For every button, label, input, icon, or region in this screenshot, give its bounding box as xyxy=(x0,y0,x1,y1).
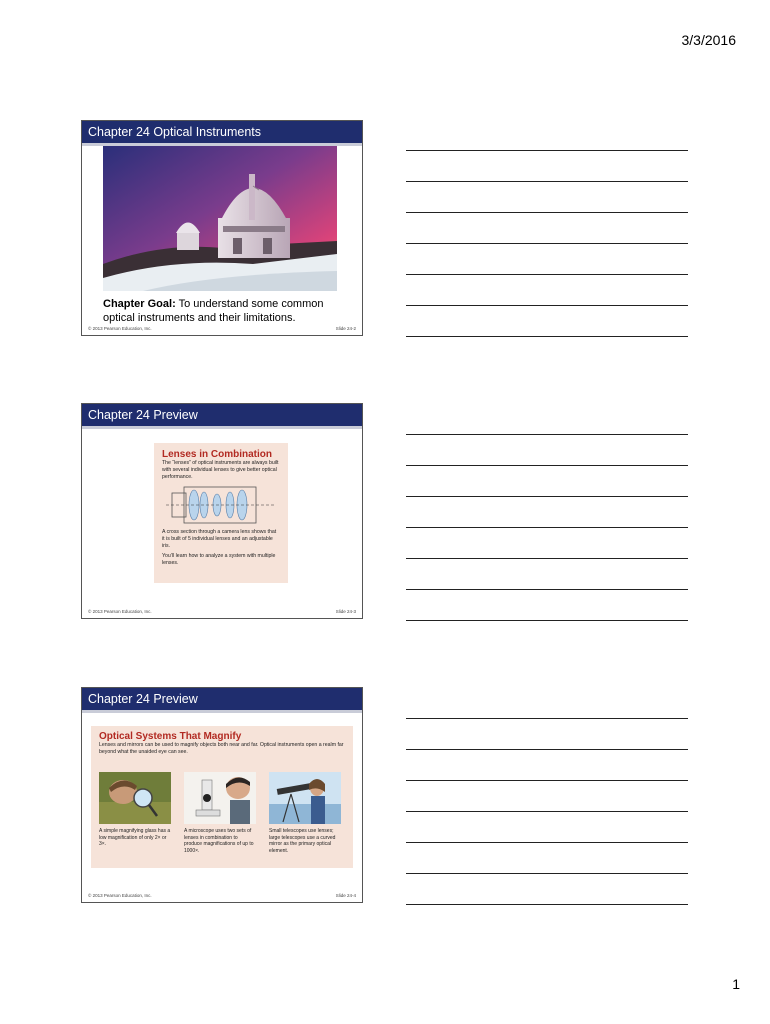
notes-lines-2 xyxy=(406,404,688,621)
microscope-caption: A microscope uses two sets of lenses in combination to produce magnifications of up to 1000×. xyxy=(184,828,254,854)
magnifying-glass-photo xyxy=(99,772,171,824)
note-line xyxy=(406,781,688,812)
note-line xyxy=(406,404,688,435)
panel-intro: Lenses and mirrors can be used to magnify objects both near and far. Optical instruments open a realm far beyond what the unaided eye can see. xyxy=(99,742,344,755)
panel-outro: You’ll learn how to analyze a system with multiple lenses. xyxy=(162,553,276,566)
note-line xyxy=(406,435,688,466)
page-number: 1 xyxy=(732,976,740,992)
note-line xyxy=(406,306,688,337)
slide-number: Slide 24-4 xyxy=(335,893,356,898)
copyright: © 2013 Pearson Education, Inc. xyxy=(88,893,152,898)
notes-lines-3 xyxy=(406,688,688,905)
slide-footer xyxy=(88,893,356,898)
observatory-photo xyxy=(103,146,337,291)
copyright: © 2013 Pearson Education, Inc. xyxy=(88,326,152,331)
magnify-panel xyxy=(91,726,353,868)
panel-title: Optical Systems That Magnify xyxy=(99,731,242,742)
panel-caption: A cross section through a camera lens shows that it is built of 5 individual lenses and an adjustable iris. xyxy=(162,529,277,549)
note-line xyxy=(406,843,688,874)
chapter-goal xyxy=(103,297,353,325)
slide-title: Chapter 24 Preview xyxy=(82,688,362,713)
goal-label: Chapter Goal: xyxy=(103,298,176,310)
telescope-photo xyxy=(269,772,341,824)
panel-title: Lenses in Combination xyxy=(162,449,273,460)
note-line xyxy=(406,497,688,528)
note-line xyxy=(406,528,688,559)
note-line xyxy=(406,151,688,182)
slide-footer xyxy=(88,326,356,331)
slide-footer xyxy=(88,609,356,614)
slide-title: Chapter 24 Preview xyxy=(82,404,362,429)
notes-lines-1 xyxy=(406,120,688,337)
note-line xyxy=(406,182,688,213)
microscope-photo xyxy=(184,772,256,824)
lenses-panel xyxy=(154,443,288,583)
panel-intro: The “lenses” of optical instruments are always built with several individual lenses to give better optical performance. xyxy=(162,460,279,480)
note-line xyxy=(406,275,688,306)
note-line xyxy=(406,559,688,590)
note-line xyxy=(406,719,688,750)
slide-title: Chapter 24 Optical Instruments xyxy=(82,121,362,146)
note-line xyxy=(406,812,688,843)
telescope-caption: Small telescopes use lenses; large telescopes use a curved mirror as the primary optical element. xyxy=(269,828,336,854)
note-line xyxy=(406,244,688,275)
note-line xyxy=(406,213,688,244)
note-line xyxy=(406,590,688,621)
slide-3-thumbnail xyxy=(81,687,363,903)
camera-lens-cross-section xyxy=(162,483,280,527)
goal-text: To understand some common optical instruments and their limitations. xyxy=(103,298,324,324)
note-line xyxy=(406,688,688,719)
note-line xyxy=(406,874,688,905)
note-line xyxy=(406,466,688,497)
slide-number: Slide 24-3 xyxy=(335,609,356,614)
note-line xyxy=(406,750,688,781)
page-date: 3/3/2016 xyxy=(681,32,736,48)
magnifier-caption: A simple magnifying glass has a low magnification of only 2× or 3×. xyxy=(99,828,171,847)
slide-1-thumbnail xyxy=(81,120,363,336)
slide-2-thumbnail xyxy=(81,403,363,619)
copyright: © 2013 Pearson Education, Inc. xyxy=(88,609,152,614)
note-line xyxy=(406,120,688,151)
slide-number: Slide 24-2 xyxy=(335,326,356,331)
